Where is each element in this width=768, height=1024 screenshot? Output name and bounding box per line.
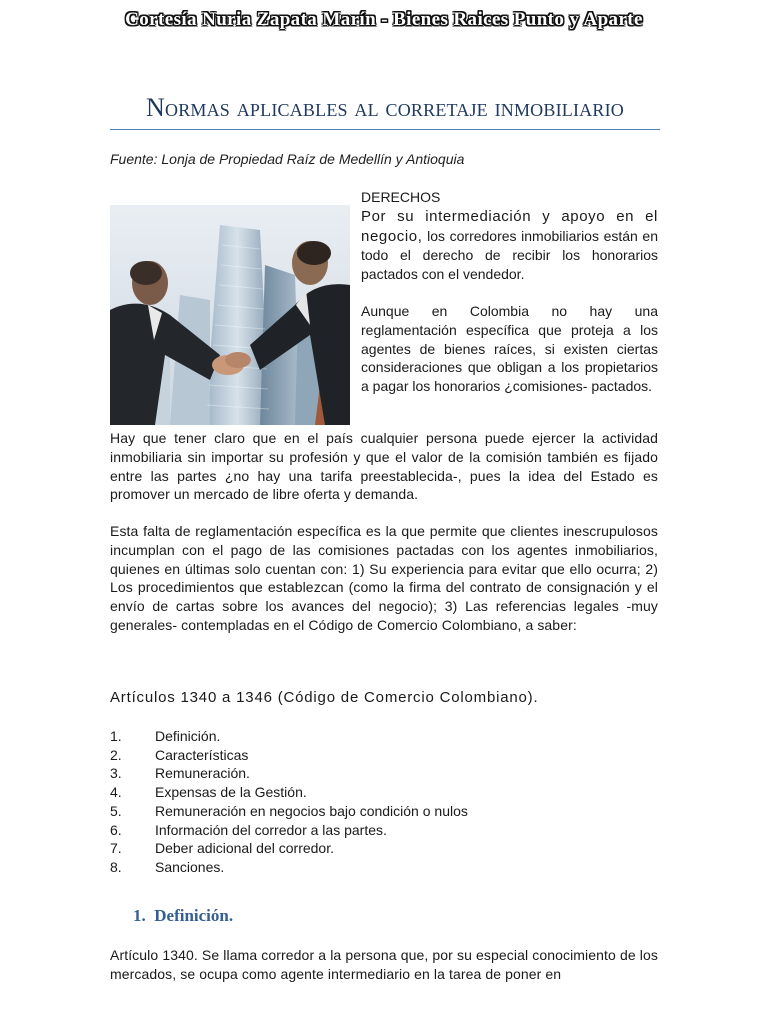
handshake-photo <box>110 205 350 425</box>
list-item: 4. Expensas de la Gestión. <box>110 784 307 801</box>
paragraph-2: Aunque en Colombia no hay una reglamentación específica que proteja a los agentes de bienes raíces, si existen ciertas consideraciones que obligan a los propietarios a pagar los honorarios ¿comisiones- pactados. <box>361 302 658 395</box>
rights-section <box>361 188 658 396</box>
articles-list <box>110 727 468 877</box>
list-item: 5. Remuneración en negocios bajo condición o nulos <box>110 802 468 819</box>
list-item: 7. Deber adicional del corredor. <box>110 840 334 857</box>
section-heading-definicion: 1. Definición. <box>133 906 234 925</box>
paragraph-1 <box>361 207 658 284</box>
list-item: 8. Sanciones. <box>110 858 225 875</box>
list-item: 6. Información del corredor a las partes. <box>110 821 387 838</box>
articles-heading: Artículos 1340 a 1346 (Código de Comercio Colombiano). <box>110 689 539 706</box>
paragraph-4: Esta falta de reglamentación específica es la que permite que clientes inescrupulosos incumplan con el pago de las comisiones pactadas con los agentes inmobiliarios, quienes en últimas solo cuentan con: 1) Su experiencia para evitar que ello ocurra; 2) Los procedimientos que establezcan (como la firma del contrato de consignación y el envío de cartas sobre los avances del negocio); 3) Las referencias legales -muy generales- contempladas en el Código de Comercio Colombiano, a saber: <box>110 523 658 633</box>
list-item: 3. Remuneración. <box>110 765 250 782</box>
source-line: Fuente: Lonja de Propiedad Raíz de Medellín y Antioquia <box>110 151 465 167</box>
paragraph-5: Artículo 1340. Se llama corredor a la persona que, por su especial conocimiento de los mercados, se ocupa como agente intermediario en la tarea de poner en <box>110 947 658 982</box>
paragraph-1-rest: los corredores inmobiliarios están en todo el derecho de recibir los honorarios pactados con el vendedor. <box>361 227 658 283</box>
paragraph-1-lead: Por su intermediación y apoyo en el negocio, <box>361 207 658 245</box>
list-item: 2. Características <box>110 746 249 763</box>
derechos-label: DERECHOS <box>361 189 441 205</box>
document-title: Normas aplicables al corretaje inmobiliario <box>146 93 624 122</box>
paragraph-3: Hay que tener claro que en el país cualquier persona puede ejercer la actividad inmobiliaria sin importar su profesión y que el valor de la comisión también es fijado entre las partes ¿no hay una tarifa preestablecida-, pues la idea del Estado es promover un mercado de libre oferta y demanda. <box>110 430 658 503</box>
list-item: 1. Definición. <box>110 728 221 744</box>
title-underline <box>110 129 660 130</box>
page-header-banner: Cortesía Nuria Zapata Marín - Bienes Raices Punto y Aparte <box>125 9 643 30</box>
